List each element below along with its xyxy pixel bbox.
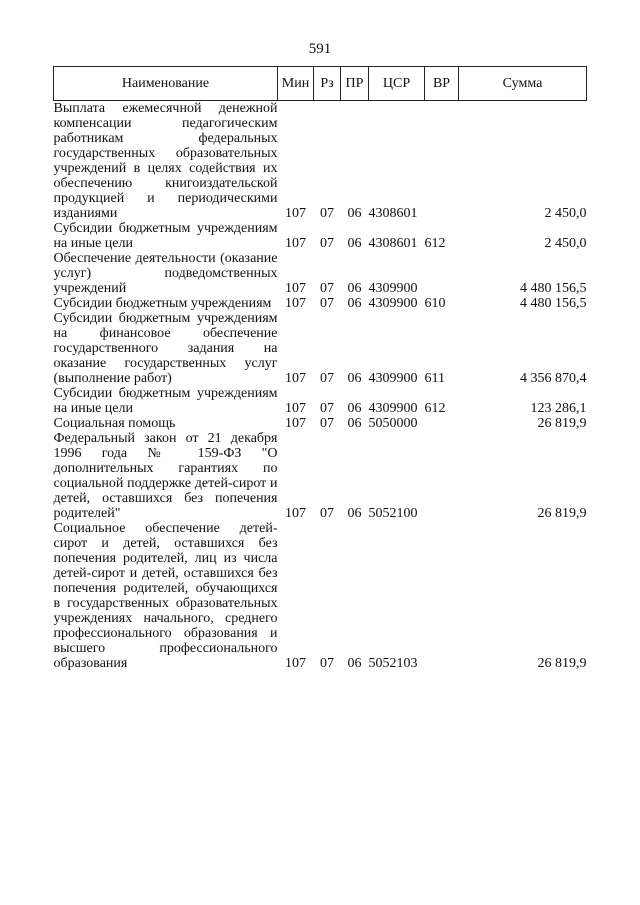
row-vr (425, 101, 459, 222)
row-min: 107 (285, 416, 306, 431)
row-name: Социальная помощь (53, 416, 176, 431)
row-name: Обеспечение деятельности (оказание услуг) подведомственных учреждений (53, 251, 278, 296)
row-csr: 4309900 (368, 281, 418, 296)
table-row (54, 416, 587, 431)
row-min: 107 (285, 281, 306, 296)
row-rz: 07 (320, 371, 334, 386)
row-sum: 4 356 870,4 (520, 371, 587, 386)
row-vr (425, 431, 459, 521)
row-pr: 06 (347, 206, 362, 221)
row-sum: 2 450,0 (544, 236, 587, 251)
row-vr: 611 (424, 371, 445, 386)
table-row (54, 221, 587, 251)
row-csr: 5052103 (368, 656, 418, 671)
row-csr: 4309900 (368, 296, 418, 311)
table-row (54, 431, 587, 521)
row-pr: 06 (347, 656, 362, 671)
row-pr: 06 (347, 371, 362, 386)
table-row (54, 311, 587, 386)
row-csr: 5052100 (368, 506, 418, 521)
row-rz: 07 (320, 401, 334, 416)
row-sum: 26 819,9 (537, 656, 587, 671)
row-sum: 4 480 156,5 (520, 296, 587, 311)
row-sum: 2 450,0 (544, 206, 587, 221)
row-rz: 07 (320, 656, 334, 671)
row-rz: 07 (320, 296, 334, 311)
row-sum: 4 480 156,5 (520, 281, 587, 296)
table-row (54, 386, 587, 416)
row-name: Федеральный закон от 21 декабря 1996 года № 159-ФЗ "О дополнительных гарантиях по социальной поддержке детей-сирот и детей, оставшихся без попечения родителей" (53, 431, 278, 521)
row-sum: 123 286,1 (530, 401, 587, 416)
row-rz: 07 (320, 281, 334, 296)
header-rz: Рз (314, 67, 341, 101)
header-csr: ЦСР (369, 67, 425, 101)
row-vr (425, 251, 459, 296)
row-min: 107 (285, 371, 306, 386)
row-csr: 5050000 (368, 416, 418, 431)
row-pr: 06 (347, 416, 362, 431)
row-min: 107 (285, 206, 306, 221)
row-csr: 4309900 (368, 401, 418, 416)
row-vr: 610 (424, 296, 446, 311)
row-name: Субсидии бюджетным учреждениям на иные цели (53, 221, 278, 251)
budget-table (53, 66, 587, 671)
row-min: 107 (285, 506, 306, 521)
row-pr: 06 (347, 506, 362, 521)
row-csr: 4309900 (368, 371, 418, 386)
table-header-row (54, 67, 587, 101)
row-rz: 07 (320, 206, 334, 221)
page-number: 591 (308, 41, 332, 57)
row-rz: 07 (320, 506, 334, 521)
row-min: 107 (285, 296, 306, 311)
row-csr: 4308601 (368, 236, 418, 251)
row-vr (425, 416, 459, 431)
row-rz: 07 (320, 236, 334, 251)
row-vr (425, 521, 459, 671)
row-name: Социальное обеспечение детей-сирот и детей, оставшихся без попечения родителей, лиц из числа детей-сирот и детей, оставшихся без попечения родителей, обучающихся в государственных образовательных учреждениях начального, среднего профессионального образования и высшего профессионального образования (53, 521, 278, 671)
table-row (54, 296, 587, 311)
row-pr: 06 (347, 281, 362, 296)
row-vr: 612 (424, 401, 446, 416)
row-vr: 612 (424, 236, 446, 251)
row-sum: 26 819,9 (537, 506, 587, 521)
header-min: Мин (278, 67, 314, 101)
row-min: 107 (285, 236, 306, 251)
row-min: 107 (285, 656, 306, 671)
header-sum: Сумма (459, 67, 587, 101)
header-name: Наименование (54, 67, 278, 101)
table-row (54, 101, 587, 222)
row-pr: 06 (347, 236, 362, 251)
header-pr: ПР (341, 67, 369, 101)
table-row (54, 251, 587, 296)
header-vr: ВР (425, 67, 459, 101)
row-name: Субсидии бюджетным учреждениям (53, 296, 272, 311)
row-name: Субсидии бюджетным учреждениям на финансовое обеспечение государственного задания на оказание государственных услуг (выполнение работ) (53, 311, 278, 386)
row-sum: 26 819,9 (537, 416, 587, 431)
row-name: Субсидии бюджетным учреждениям на иные цели (53, 386, 278, 416)
table-row (54, 521, 587, 671)
row-pr: 06 (347, 401, 362, 416)
row-rz: 07 (320, 416, 334, 431)
row-min: 107 (285, 401, 306, 416)
row-name: Выплата ежемесячной денежной компенсации педагогическим работникам федеральных государственных образовательных учреждений в целях содействия их обеспечению книгоиздательской продукцией и периодическими изданиями (53, 101, 278, 221)
row-csr: 4308601 (368, 206, 418, 221)
row-pr: 06 (347, 296, 362, 311)
